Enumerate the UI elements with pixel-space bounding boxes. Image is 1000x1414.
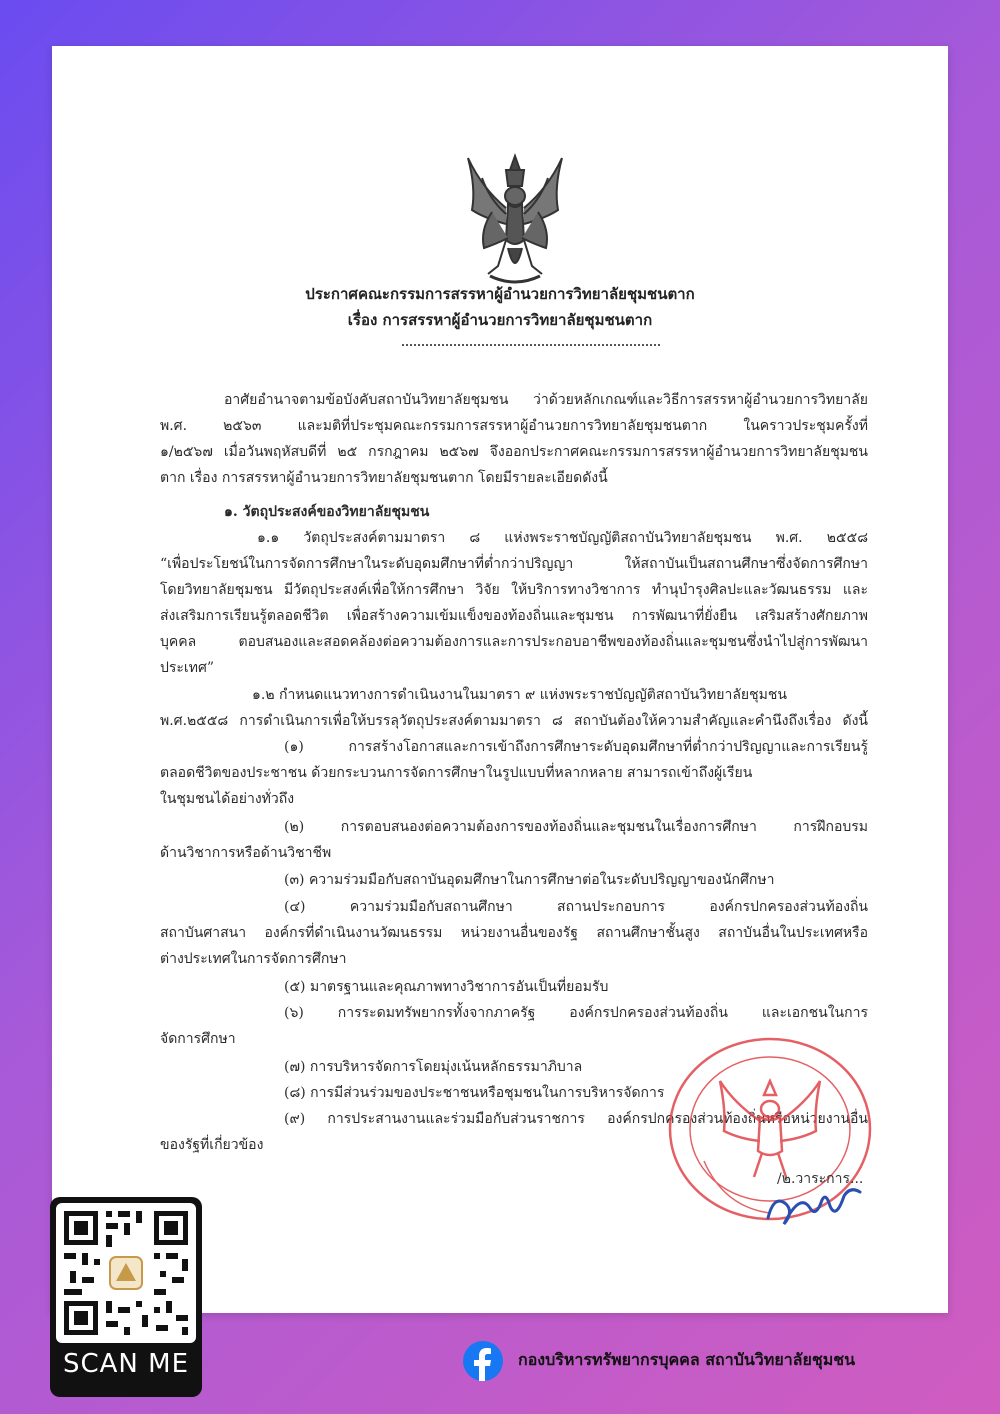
continuation-marker: /๒.วาระการ... bbox=[777, 1171, 864, 1187]
list-item: จัดการศึกษา bbox=[160, 1031, 236, 1047]
list-item: (๕) มาตรฐานและคุณภาพทางวิชาการอันเป็นที่ยอมรับ bbox=[284, 979, 609, 995]
paragraph-line: “เพื่อประโยชน์ในการจัดการศึกษาในระดับอุดมศึกษาที่ต่ำกว่าปริญญา ให้สถาบันเป็นสถานศึกษาซึ่งจัดการศึกษา bbox=[160, 556, 868, 572]
title-divider bbox=[402, 344, 660, 346]
list-item: ในชุมชนได้อย่างทั่วถึง bbox=[160, 791, 295, 807]
list-item: ต่างประเทศในการจัดการศึกษา bbox=[160, 951, 347, 967]
paragraph-line: ส่งเสริมการเรียนรู้ตลอดชีวิต เพื่อสร้างความเข้มแข็งของท้องถิ่นและชุมชน การพัฒนาที่ยั่งยืน เสริมสร้างศักยภาพ bbox=[160, 608, 868, 624]
list-item: (๑) การสร้างโอกาสและการเข้าถึงการศึกษาระดับอุดมศึกษาที่ต่ำกว่าปริญญาและการเรียนรู้ bbox=[284, 739, 868, 755]
announcement-title: ประกาศคณะกรรมการสรรหาผู้อำนวยการวิทยาลัยชุมชนตาก bbox=[305, 285, 695, 303]
scan-me-label: SCAN ME bbox=[62, 1349, 190, 1379]
qr-code-card[interactable] bbox=[50, 1197, 202, 1397]
list-item: (๙) การประสานงานและร่วมมือกับส่วนราชการ องค์กรปกครองส่วนท้องถิ่นหรือหน่วยงานอื่น bbox=[284, 1111, 868, 1127]
paragraph-line: ๑.๒ กำหนดแนวทางการดำเนินงานในมาตรา ๙ แห่งพระราชบัญญัติสถาบันวิทยาลัยชุมชน bbox=[252, 687, 787, 703]
paragraph-line: ๑.๑ วัตถุประสงค์ตามมาตรา ๘ แห่งพระราชบัญญัติสถาบันวิทยาลัยชุมชน พ.ศ. ๒๕๕๘ bbox=[257, 530, 868, 546]
paragraph-line: ประเทศ” bbox=[160, 660, 214, 676]
intro-line: ๑/๒๕๖๗ เมื่อวันพฤหัสบดีที่ ๒๕ กรกฎาคม ๒๕๖๗ จึงออกประกาศคณะกรรมการสรรหาผู้อำนวยการวิทยาลัยชุมชน bbox=[160, 444, 868, 460]
list-item: สถาบันศาสนา องค์กรที่ดำเนินงานวัฒนธรรม หน่วยงานอื่นของรัฐ สถานศึกษาชั้นสูง สถาบันอื่นในประเทศหรือ bbox=[160, 925, 868, 941]
list-item: (๗) การบริหารจัดการโดยมุ่งเน้นหลักธรรมาภิบาล bbox=[284, 1059, 583, 1075]
qr-code-icon[interactable] bbox=[56, 1203, 196, 1343]
paragraph-line: พ.ศ.๒๕๕๘ การดำเนินการเพื่อให้บรรลุวัตถุประสงค์ตามมาตรา ๘ สถาบันต้องให้ความสำคัญและคำนึงถึงเรื่อง ดังนี้ bbox=[160, 713, 868, 729]
signature-icon bbox=[764, 1174, 864, 1230]
paragraph-line: โดยวิทยาลัยชุมชน มีวัตถุประสงค์เพื่อให้การศึกษา วิจัย ให้บริการทางวิชาการ ทำนุบำรุงศิลปะและวัฒนธรรม และ bbox=[160, 582, 868, 598]
section-heading: ๑. วัตถุประสงค์ของวิทยาลัยชุมชน bbox=[224, 504, 430, 520]
list-item: ด้านวิชาการหรือด้านวิชาชีพ bbox=[160, 845, 332, 861]
announcement-subject: เรื่อง การสรรหาผู้อำนวยการวิทยาลัยชุมชนตาก bbox=[347, 311, 653, 329]
facebook-page-name[interactable]: กองบริหารทรัพยากรบุคคล สถาบันวิทยาลัยชุมชน bbox=[518, 1350, 856, 1369]
intro-line: อาศัยอำนาจตามข้อบังคับสถาบันวิทยาลัยชุมชน ว่าด้วยหลักเกณฑ์และวิธีการสรรหาผู้อำนวยการวิทยาลัย bbox=[224, 392, 868, 408]
list-item: (๓) ความร่วมมือกับสถาบันอุดมศึกษาในการศึกษาต่อในระดับปริญญาของนักศึกษา bbox=[284, 872, 775, 888]
list-item: ตลอดชีวิตของประชาชน ด้วยกระบวนการจัดการศึกษาในรูปแบบที่หลากหลาย สามารถเข้าถึงผู้เรียน bbox=[160, 765, 753, 781]
intro-line: พ.ศ. ๒๕๖๓ และมติที่ประชุมคณะกรรมการสรรหาผู้อำนวยการวิทยาลัยชุมชนตาก ในคราวประชุมครั้งที่ bbox=[160, 418, 868, 434]
list-item: ของรัฐที่เกี่ยวข้อง bbox=[160, 1137, 264, 1153]
list-item: (๔) ความร่วมมือกับสถานศึกษา สถานประกอบการ องค์กรปกครองส่วนท้องถิ่น bbox=[284, 899, 868, 915]
list-item: (๖) การระดมทรัพยากรทั้งจากภาครัฐ องค์กรปกครองส่วนท้องถิ่น และเอกชนในการ bbox=[284, 1005, 868, 1021]
facebook-icon[interactable] bbox=[463, 1341, 503, 1381]
paragraph-line: บุคคล ตอบสนองและสอดคล้องต่อความต้องการและการประกอบอาชีพของท้องถิ่นและชุมชนซึ่งนำไปสู่การพัฒนา bbox=[160, 634, 868, 650]
list-item: (๘) การมีส่วนร่วมของประชาชนหรือชุมชนในการบริหารจัดการ bbox=[284, 1085, 665, 1101]
document-page bbox=[52, 46, 948, 1313]
garuda-emblem-icon bbox=[462, 148, 568, 294]
intro-line: ตาก เรื่อง การสรรหาผู้อำนวยการวิทยาลัยชุมชนตาก โดยมีรายละเอียดดังนี้ bbox=[160, 470, 608, 486]
list-item: (๒) การตอบสนองต่อความต้องการของท้องถิ่นและชุมชนในเรื่องการศึกษา การฝึกอบรม bbox=[284, 819, 868, 835]
